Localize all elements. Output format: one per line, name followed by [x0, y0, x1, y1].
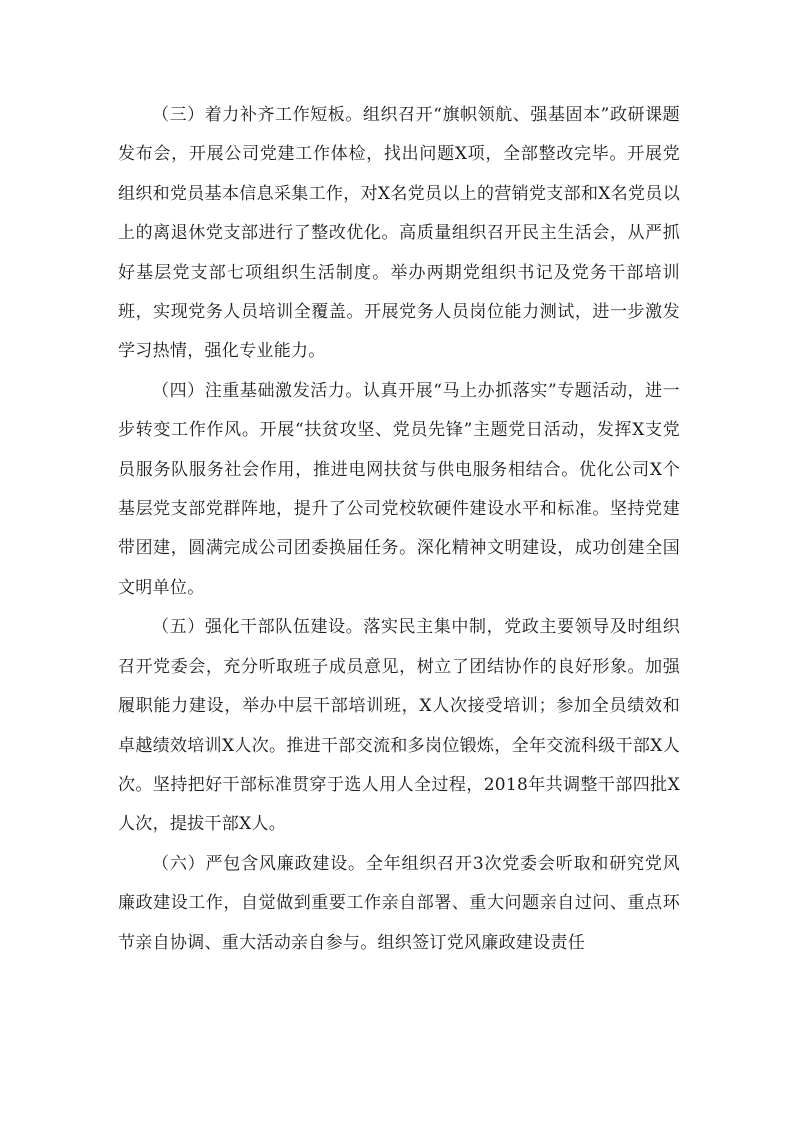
paragraph-section-5 — [118, 608, 680, 844]
section-text: 全年组织召开3次党委会听取和研究党风廉政建设工作，自觉做到重要工作亲自部署、重大问题亲自过问、重点环节亲自协调、重大活动亲自参与。组织签订党风廉政建设责任 — [118, 853, 680, 953]
document-body — [118, 96, 680, 963]
paragraph-section-6 — [118, 845, 680, 963]
section-heading: （四）注重基础激发活力。 — [152, 380, 363, 401]
paragraph-section-4 — [118, 372, 680, 608]
section-text: 组织召开“旗帜领航、强基固本”政研课题发布会，开展公司党建工作体检，找出问题X项，全部整改完毕。开展党组织和党员基本信息采集工作，对X名党员以上的营销党支部和X名党员以上的离退休党支部进行了整改优化。高质量组织召开民主生活会，从严抓好基层党支部七项组织生活制度。举办两期党组织书记及党务干部培训班，实现党务人员培训全覆盖。开展党务人员岗位能力测试，进一步激发学习热情，强化专业能力。 — [118, 105, 680, 362]
section-heading: （五）强化干部队伍建设。 — [152, 617, 364, 638]
section-heading: （六）严包含风廉政建设。 — [152, 853, 366, 874]
section-text: 认真开展“马上办抓落实”专题活动，进一步转变工作作风。开展“扶贫攻坚、党员先锋”主题党日活动，发挥X支党员服务队服务社会作用，推进电网扶贫与供电服务相结合。优化公司X个基层党支部党群阵地，提升了公司党校软硬件建设水平和标准。坚持党建带团建，圆满完成公司团委换届任务。深化精神文明建设，成功创建全国文明单位。 — [118, 380, 680, 598]
section-heading: （三）着力补齐工作短板。 — [152, 105, 363, 125]
paragraph-section-3 — [118, 96, 680, 372]
section-text: 落实民主集中制，党政主要领导及时组织召开党委会，充分听取班子成员意见，树立了团结协作的良好形象。加强履职能力建设，举办中层干部培训班，X人次接受培训；参加全员绩效和卓越绩效培训X人次。推进干部交流和多岗位锻炼，全年交流科级干部X人次。坚持把好干部标准贯穿于选人用人全过程，2018年共调整干部四批X人次，提拔干部X人。 — [118, 617, 680, 835]
